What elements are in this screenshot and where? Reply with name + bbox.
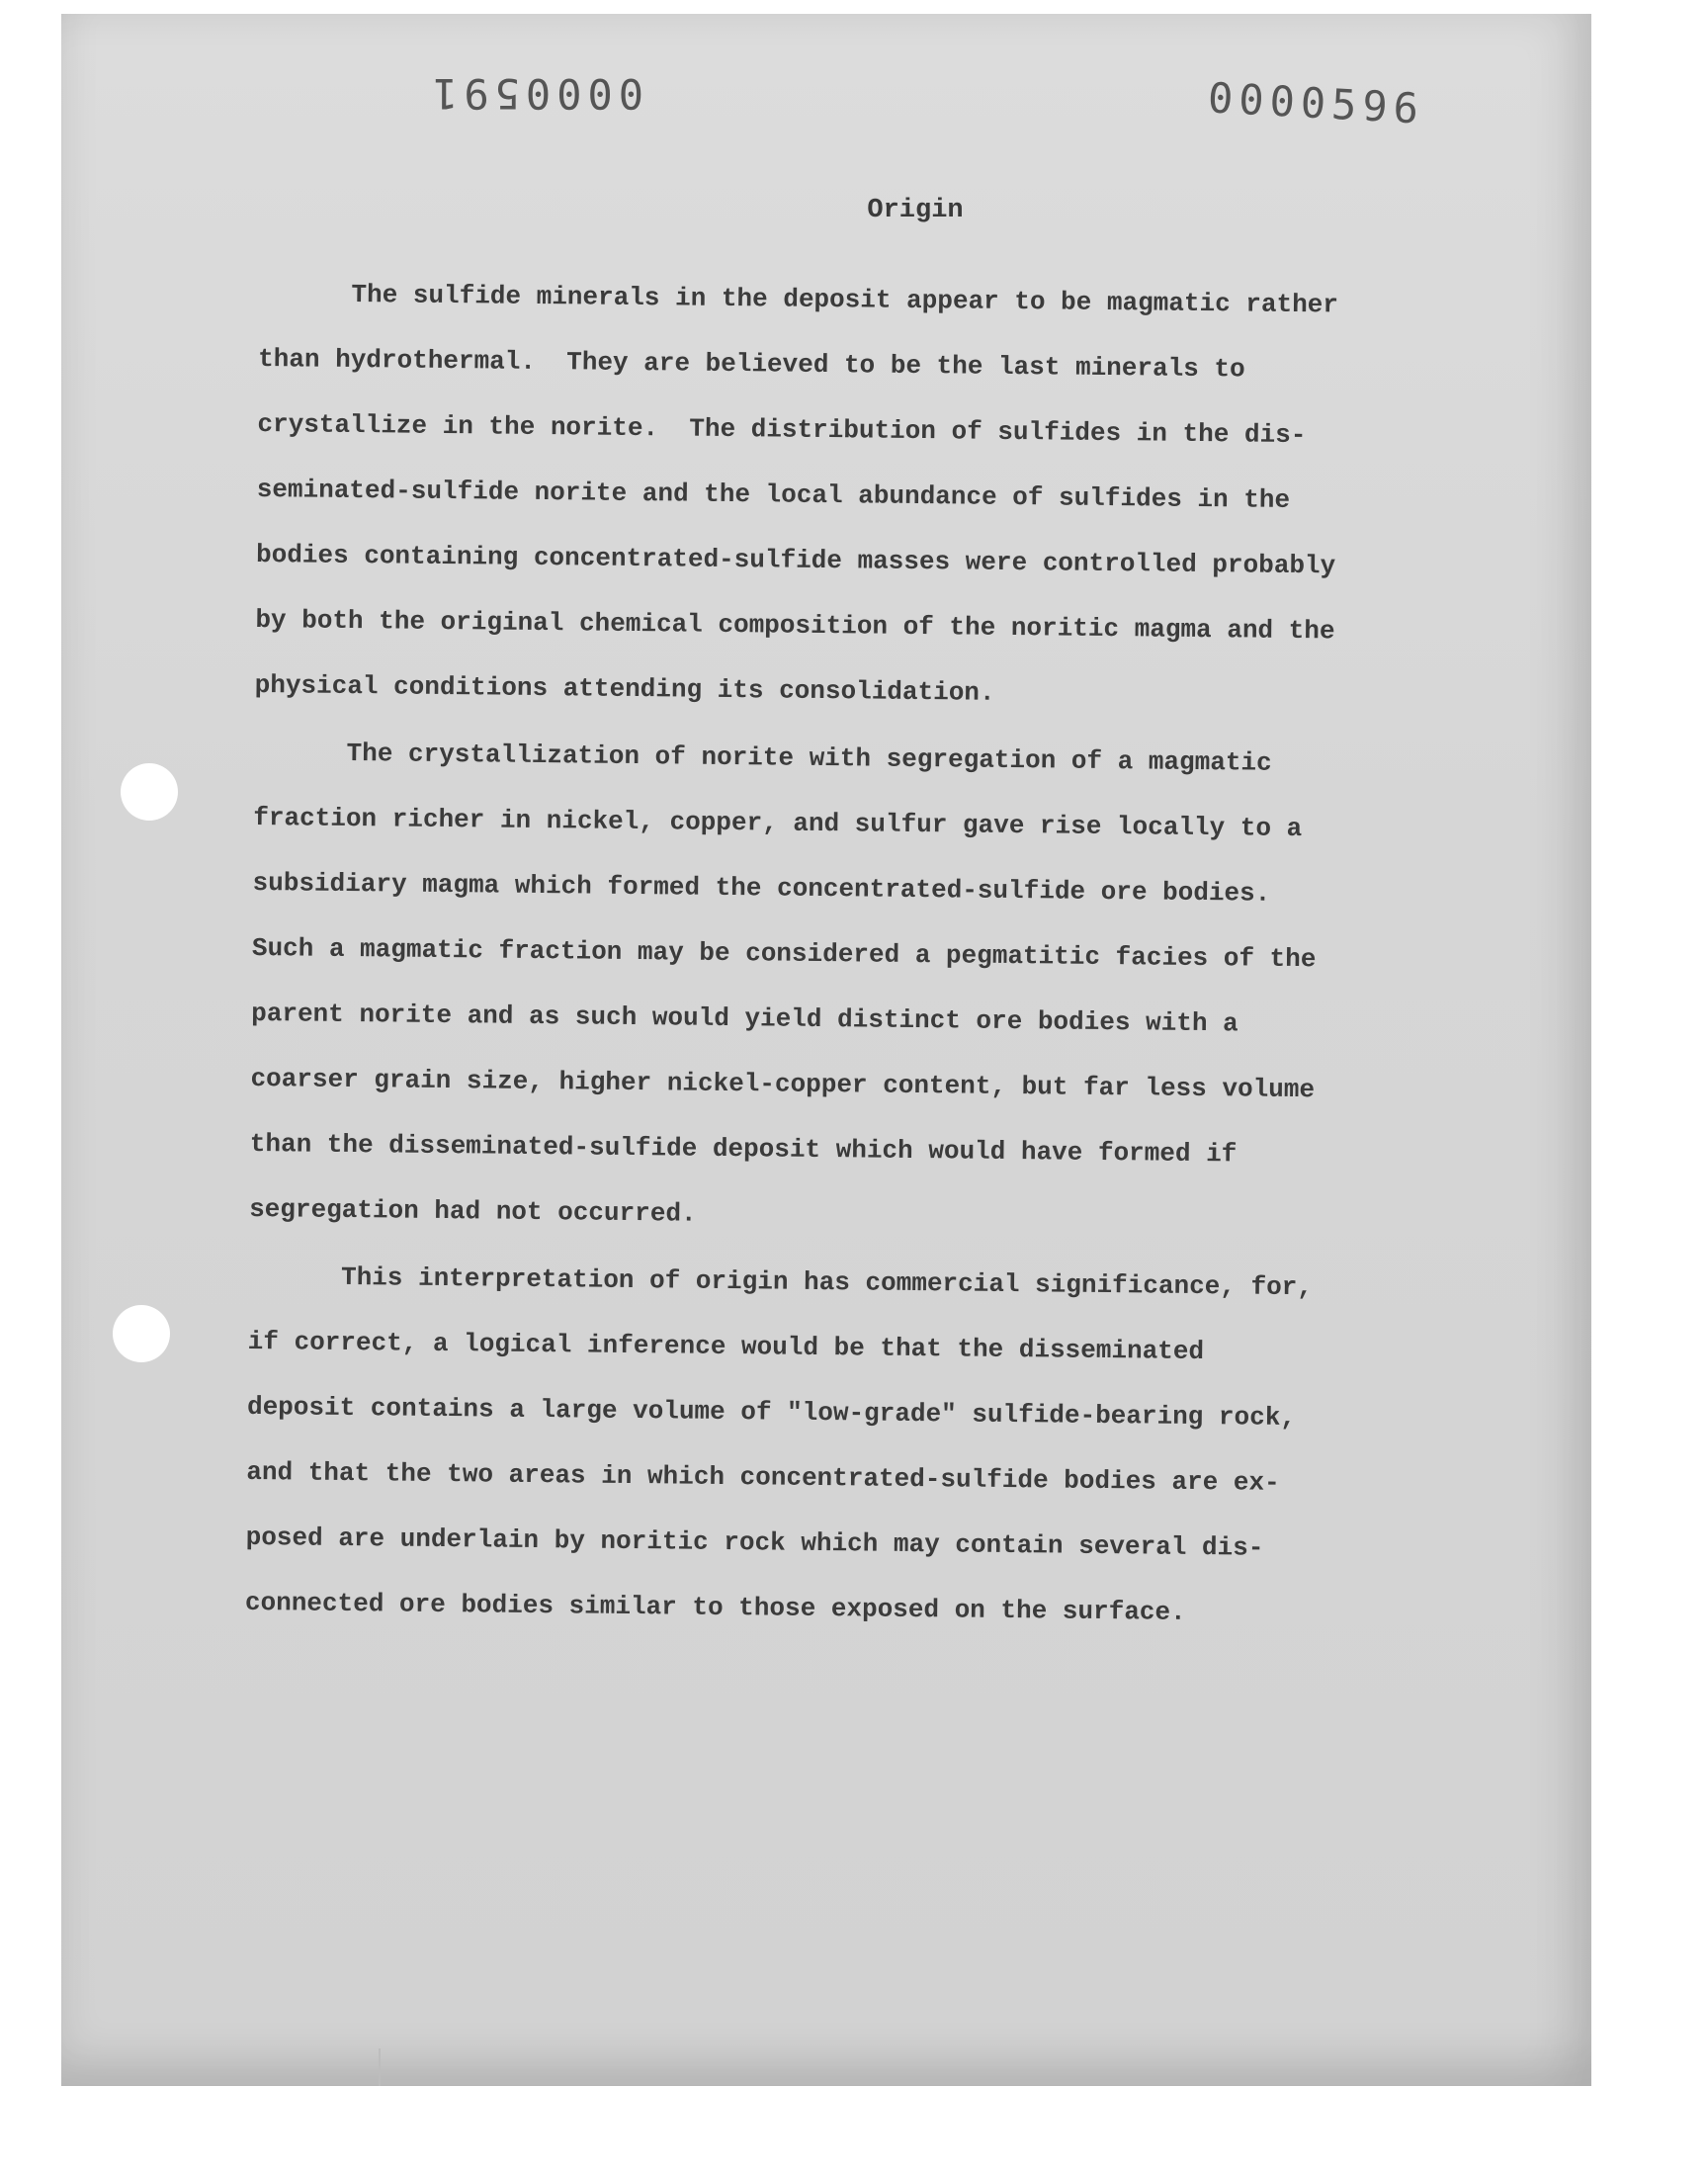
text-line: bodies containing concentrated-sulfide masses were controlled probably <box>255 539 1336 581</box>
text-line: fraction richer in nickel, copper, and sulfur gave rise locally to a <box>253 802 1303 844</box>
text-line: seminated-sulfide norite and the local abundance of sulfides in the <box>256 474 1291 515</box>
text-line: crystallize in the norite. The distribution of sulfides in the dis- <box>257 408 1307 451</box>
document-page <box>61 14 1591 2086</box>
text-line: posed are underlain by noritic rock which may contain several dis- <box>245 1522 1264 1563</box>
text-line: The crystallization of norite with segregation of a magmatic <box>253 737 1272 778</box>
document-number-stamp-right: 0000596 <box>1206 73 1426 133</box>
text-line: subsidiary magma which formed the concentrated-sulfide ore bodies. <box>252 867 1271 909</box>
text-line: than the disseminated-sulfide deposit which would have formed if <box>249 1128 1238 1170</box>
text-line: connected ore bodies similar to those exposed on the surface. <box>244 1587 1186 1627</box>
paragraph-1 <box>254 279 1544 749</box>
text-line: physical conditions attending its consolidation. <box>254 669 995 708</box>
scan-artifact-line <box>379 2048 381 2086</box>
body-text <box>244 279 1543 1667</box>
section-heading: Origin <box>867 196 964 225</box>
text-line: Such a magmatic fraction may be considered a pegmatitic facies of the <box>251 932 1317 975</box>
text-line: deposit contains a large volume of "low-grade" sulfide-bearing rock, <box>246 1391 1297 1434</box>
text-line: segregation had not occurred. <box>248 1193 697 1229</box>
document-number-stamp-left: 0000591 <box>427 69 644 118</box>
text-line: coarser grain size, higher nickel-copper content, but far less volume <box>250 1063 1316 1105</box>
paragraph-2 <box>249 738 1539 1273</box>
text-line: The sulfide minerals in the deposit appear to be magmatic rather <box>258 279 1339 320</box>
text-line: than hydrothermal. They are believed to be the last minerals to <box>257 343 1245 385</box>
text-line: This interpretation of origin has commercial significance, for, <box>248 1261 1314 1303</box>
text-line: if correct, a logical inference would be that the disseminated <box>247 1326 1205 1367</box>
punch-hole-lower <box>113 1305 170 1362</box>
text-line: parent norite and as such would yield distinct ore bodies with a <box>251 998 1238 1039</box>
paragraph-3 <box>244 1262 1533 1667</box>
punch-hole-upper <box>121 763 178 821</box>
text-line: by both the original chemical composition of the noritic magma and the <box>255 604 1335 647</box>
text-line: and that the two areas in which concentrated-sulfide bodies are ex- <box>246 1456 1280 1498</box>
